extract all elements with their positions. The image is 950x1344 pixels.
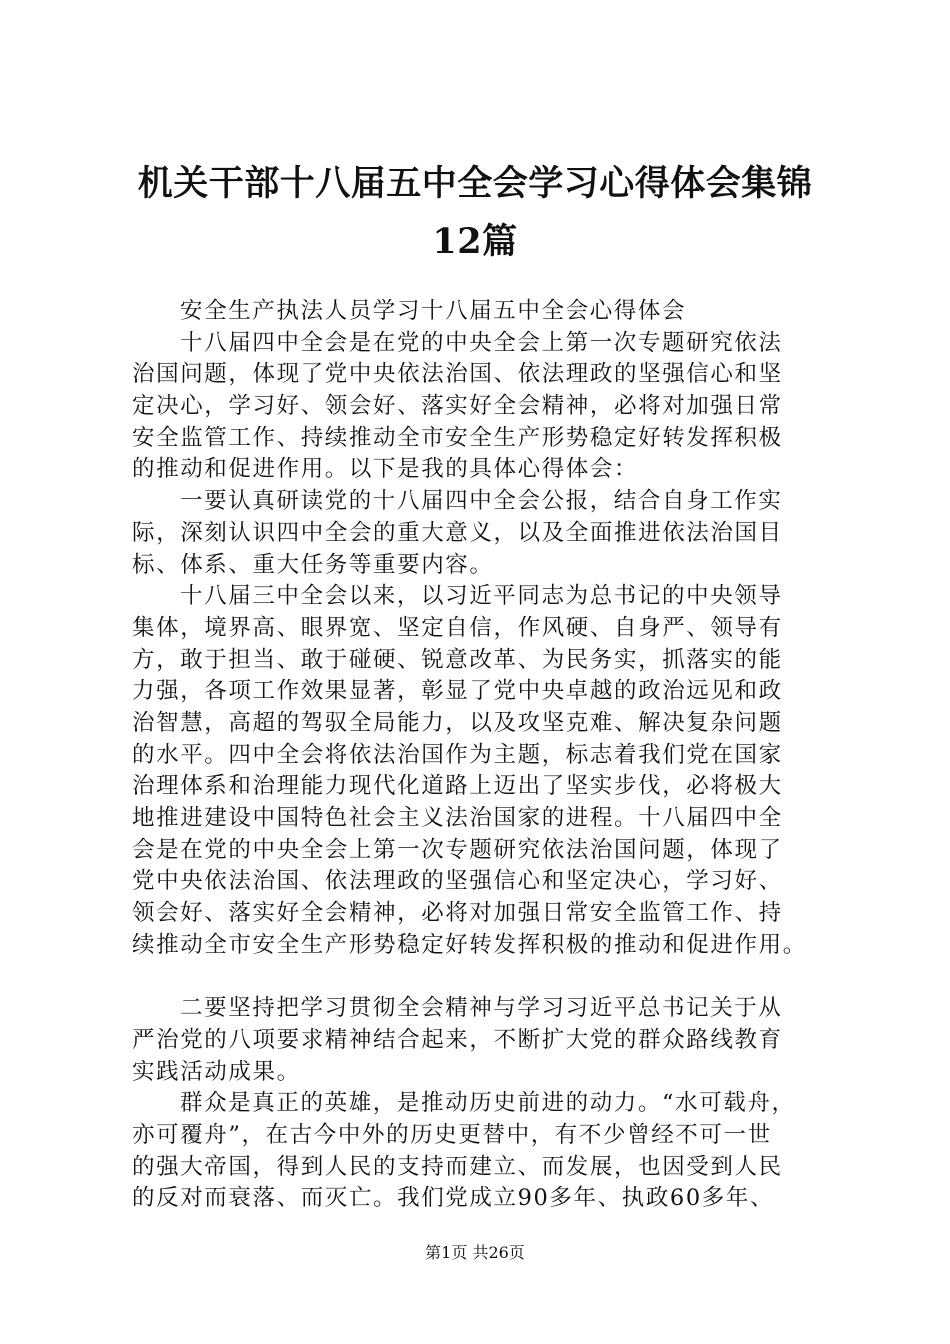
page-footer: 第1页 共26页 bbox=[425, 1243, 525, 1262]
body-line: 力强，各项工作效果显著，彰显了党中央卓越的政治远见和政 bbox=[132, 678, 783, 705]
body-line: 的反对而衰落、而灭亡。我们党成立90多年、执政60多年、 bbox=[132, 1185, 775, 1212]
body-line: 方，敢于担当、敢于碰硬、锐意改革、为民务实，抓落实的能 bbox=[132, 646, 783, 673]
body-line: 一要认真研读党的十八届四中全会公报，结合自身工作实 bbox=[180, 488, 783, 515]
body-line: 严治党的八项要求精神结合起来，不断扩大党的群众路线教育 bbox=[132, 1026, 783, 1053]
document-title-line-1: 机关干部十八届五中全会学习心得体会集锦 bbox=[137, 163, 813, 204]
body-line: 的强大帝国，得到人民的支持而建立、而发展，也因受到人民 bbox=[132, 1153, 783, 1180]
body-line: 集体，境界高、眼界宽、坚定自信，作风硬、自身严、领导有 bbox=[132, 614, 783, 641]
body-line: 续推动全市安全生产形势稳定好转发挥积极的推动和促进作用。 bbox=[132, 931, 807, 958]
body-line: 的推动和促进作用。以下是我的具体心得体会： bbox=[132, 456, 639, 483]
body-line: 党中央依法治国、依法理政的坚强信心和坚定决心，学习好、 bbox=[132, 868, 783, 895]
document-title-line-2: 12篇 bbox=[432, 221, 518, 262]
body-line: 安全监管工作、持续推动全市安全生产形势稳定好转发挥积极 bbox=[132, 424, 783, 451]
body-line: 领会好、落实好全会精神，必将对加强日常安全监管工作、持 bbox=[132, 900, 783, 927]
body-line: 十八届三中全会以来，以习近平同志为总书记的中央领导 bbox=[180, 583, 783, 610]
body-line: 标、体系、重大任务等重要内容。 bbox=[132, 551, 494, 578]
body-line: 定决心，学习好、领会好、落实好全会精神，必将对加强日常 bbox=[132, 393, 783, 420]
body-line: 安全生产执法人员学习十八届五中全会心得体会 bbox=[180, 298, 687, 324]
body-line: 的水平。四中全会将依法治国作为主题，标志着我们党在国家 bbox=[132, 741, 783, 768]
blank-line bbox=[132, 961, 852, 993]
body-line: 治智慧，高超的驾驭全局能力，以及攻坚克难、解决复杂问题 bbox=[132, 709, 783, 736]
body-line: 际，深刻认识四中全会的重大意义，以及全面推进依法治国目 bbox=[132, 519, 783, 546]
body-line: 治国问题，体现了党中央依法治国、依法理政的坚强信心和坚 bbox=[132, 361, 783, 388]
body-line: 亦可覆舟”，在古今中外的历史更替中，有不少曾经不可一世 bbox=[132, 1121, 772, 1148]
body-line: 实践活动成果。 bbox=[132, 1058, 301, 1085]
body-line: 十八届四中全会是在党的中央全会上第一次专题研究依法 bbox=[180, 329, 783, 356]
body-line: 治理体系和治理能力现代化道路上迈出了坚实步伐，必将极大 bbox=[132, 773, 783, 800]
body-line: 会是在党的中央全会上第一次专题研究依法治国问题，体现了 bbox=[132, 836, 783, 863]
body-line: 地推进建设中国特色社会主义法治国家的进程。十八届四中全 bbox=[132, 805, 783, 831]
document-body bbox=[132, 296, 852, 1215]
body-line: 群众是真正的英雄，是推动历史前进的动力。“水可载舟， bbox=[180, 1090, 796, 1117]
body-line: 二要坚持把学习贯彻全会精神与学习习近平总书记关于从 bbox=[180, 995, 783, 1022]
